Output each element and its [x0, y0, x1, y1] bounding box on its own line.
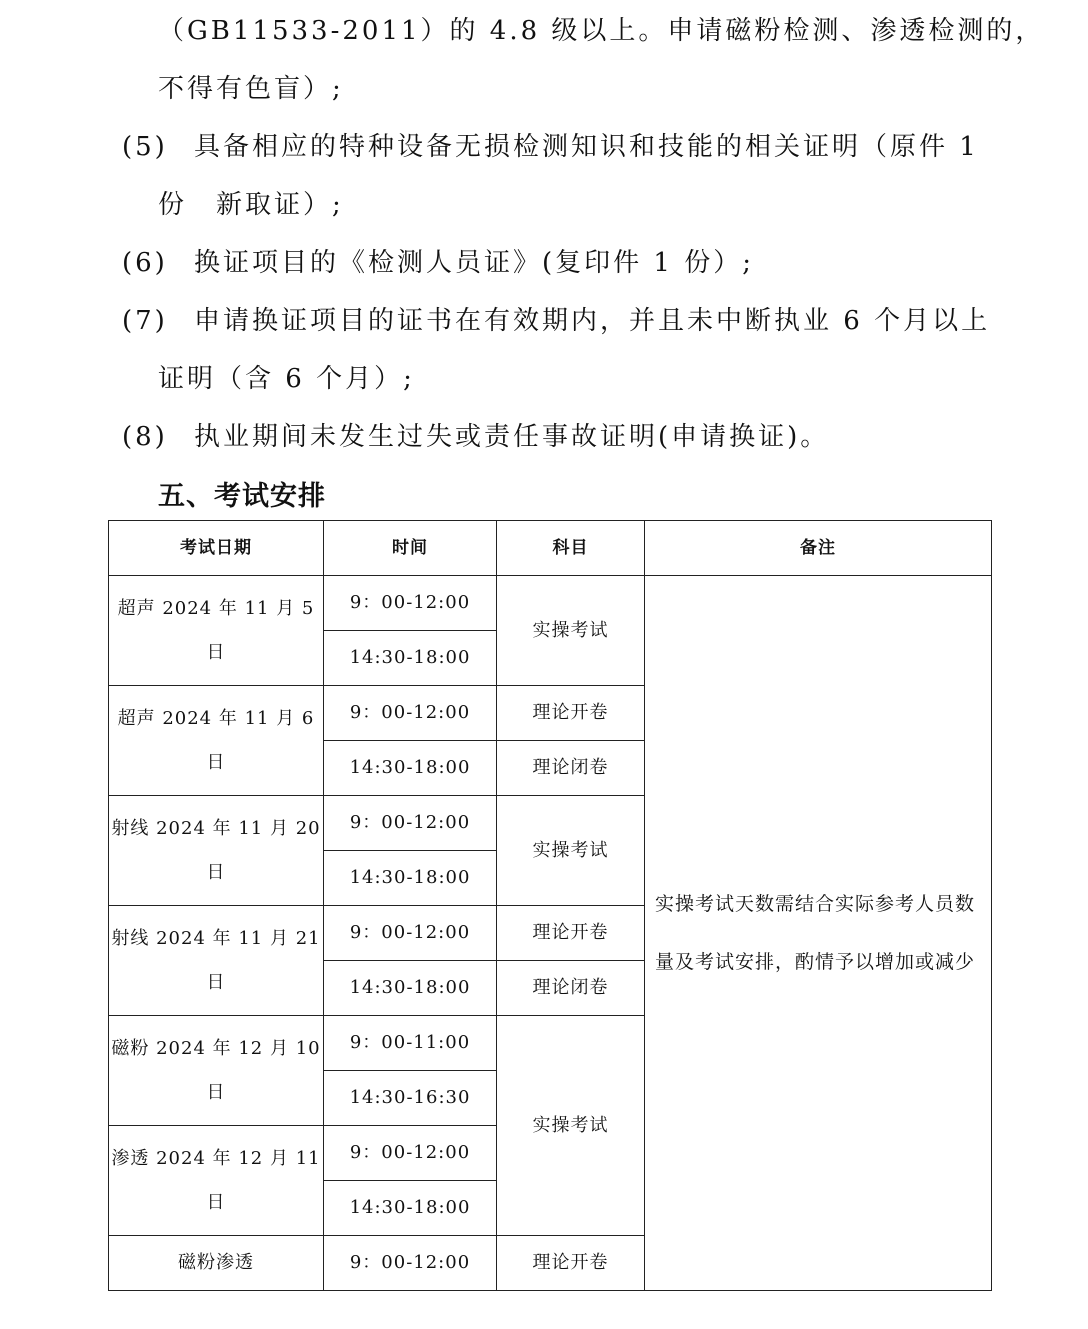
time-cell: 14:30-18:00 [324, 961, 497, 1016]
date-cell: 超声 2024 年 11 月 5 日 [109, 576, 324, 686]
subject-cell: 理论开卷 [497, 686, 645, 741]
header-subject: 科目 [497, 521, 645, 576]
subject-cell: 实操考试 [497, 576, 645, 686]
item-text: 申请换证项目的证书在有效期内，并且未中断执业 6 个月以上 [194, 306, 991, 336]
time-cell: 9：00-12:00 [324, 906, 497, 961]
remark-cell: 实操考试天数需结合实际参考人员数量及考试安排，酌情予以增加或减少 [645, 576, 992, 1291]
list-item-7 [122, 300, 990, 337]
time-cell: 9：00-12:00 [324, 576, 497, 631]
subject-cell: 理论闭卷 [497, 741, 645, 796]
subject-cell: 理论闭卷 [497, 961, 645, 1016]
date-cell: 渗透 2024 年 12 月 11 日 [109, 1126, 324, 1236]
item-text: 具备相应的特种设备无损检测知识和技能的相关证明（原件 1 [194, 132, 979, 162]
time-cell: 14:30-18:00 [324, 631, 497, 686]
date-cell: 射线 2024 年 11 月 21 日 [109, 906, 324, 1016]
date-cell: 超声 2024 年 11 月 6 日 [109, 686, 324, 796]
item-number: (7) [122, 306, 168, 336]
time-cell: 14:30-18:00 [324, 1181, 497, 1236]
time-cell: 9：00-12:00 [324, 796, 497, 851]
item-number: (6) [122, 248, 168, 278]
time-cell: 14:30-18:00 [324, 741, 497, 796]
section-heading: 五、考试安排 [158, 481, 326, 512]
time-cell: 9：00-12:00 [324, 1236, 497, 1291]
subject-cell: 实操考试 [497, 796, 645, 906]
list-item-8 [122, 416, 829, 453]
item-text: 执业期间未发生过失或责任事故证明(申请换证)。 [194, 422, 830, 452]
item-text: 换证项目的《检测人员证》(复印件 1 份）; [194, 248, 754, 278]
time-cell: 9：00-12:00 [324, 686, 497, 741]
header-time: 时间 [324, 521, 497, 576]
date-cell: 磁粉渗透 [109, 1236, 324, 1291]
header-remark: 备注 [645, 521, 992, 576]
list-item-6 [122, 242, 754, 279]
text-line: 不得有色盲）; [158, 74, 344, 104]
table-header-row [109, 521, 992, 576]
subject-cell: 理论开卷 [497, 906, 645, 961]
exam-schedule-table [108, 520, 992, 1291]
date-cell: 射线 2024 年 11 月 20 日 [109, 796, 324, 906]
time-cell: 14:30-18:00 [324, 851, 497, 906]
text-line: （GB11533-2011）的 4.8 级以上。申请磁粉检测、渗透检测的， [158, 16, 1045, 46]
time-cell: 9：00-11:00 [324, 1016, 497, 1071]
subject-cell: 理论开卷 [497, 1236, 645, 1291]
text-line: 份 新取证）; [158, 190, 344, 220]
text-line: 证明（含 6 个月）; [158, 364, 415, 394]
list-item-5 [122, 126, 979, 163]
item-number: (8) [122, 422, 168, 452]
subject-cell: 实操考试 [497, 1016, 645, 1236]
time-cell: 14:30-16:30 [324, 1071, 497, 1126]
date-cell: 磁粉 2024 年 12 月 10 日 [109, 1016, 324, 1126]
item-number: (5) [122, 132, 168, 162]
table-row [109, 576, 992, 631]
time-cell: 9：00-12:00 [324, 1126, 497, 1181]
header-date: 考试日期 [109, 521, 324, 576]
